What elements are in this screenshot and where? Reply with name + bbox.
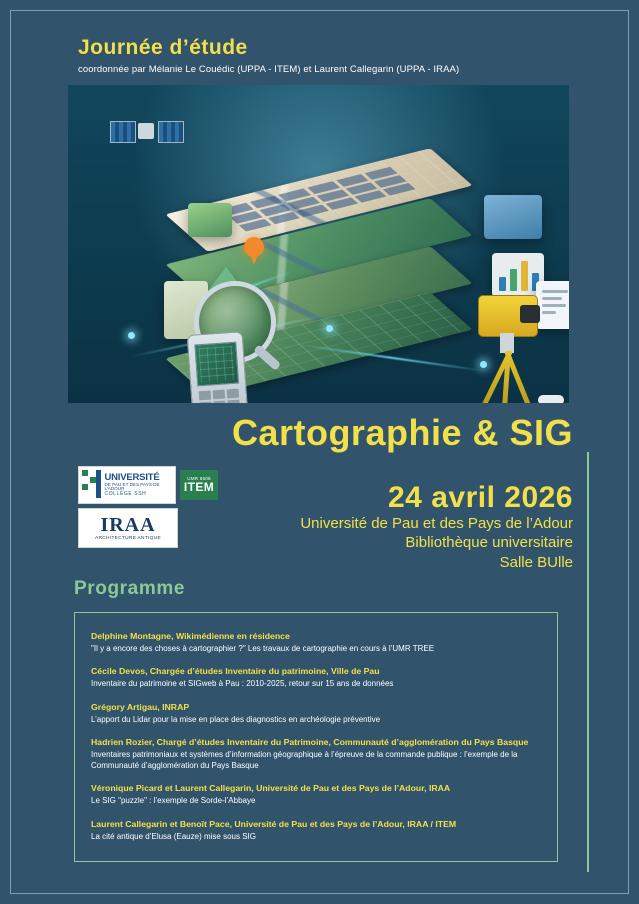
- vertical-accent-rule: [587, 452, 589, 872]
- programme-speaker: Laurent Callegarin et Benoît Pace, Université de Pau et des Pays de l’Adour, IRAA / ITEM: [91, 818, 457, 829]
- cartography-gis-illustration: [68, 85, 569, 403]
- node-dot: [326, 325, 333, 332]
- programme-description: La cité antique d’Elusa (Eauze) mise sous SIG: [91, 831, 256, 841]
- list-item: [91, 631, 541, 654]
- uppa-logo-mark: [82, 470, 101, 500]
- green-map-widget: [188, 203, 232, 237]
- programme-speaker: Cécile Devos, Chargée d’études Inventaire du patrimoine, Ville de Pau: [91, 666, 380, 677]
- programme-speaker: Hadrien Rozier, Chargé d’études Inventaire du Patrimoine, Communauté d’agglomération du Pays Basque: [91, 737, 529, 748]
- programme-description: Inventaires patrimoniaux et systèmes d’information géographique à l’épreuve de la commande publique : l’exemple de la Communauté d’agglomération du Pays Basque: [91, 750, 518, 770]
- iraa-logo-word: IRAA: [100, 513, 156, 536]
- list-item: [91, 702, 541, 725]
- event-details: [300, 482, 573, 573]
- header-title: Journée d’étude: [78, 36, 248, 59]
- list-item: [91, 819, 541, 842]
- programme-description: Inventaire du patrimoine et SIGweb à Pau : 2010-2025, retour sur 15 ans de données: [91, 679, 394, 689]
- programme-description: "Il y a encore des choses à cartographier ?" Les travaux de cartographie en cours à l’UMR TREE: [91, 643, 435, 653]
- uppa-logo-line2: DE PAU ET DES PAYS DE L’ADOUR: [104, 481, 160, 492]
- programme-speaker: Véronique Picard et Laurent Callegarin, Université de Pau et des Pays de l’Adour, IRAA: [91, 783, 451, 794]
- gps-device-icon: [187, 331, 250, 403]
- uppa-logo-line1: UNIVERSITÉ: [104, 471, 160, 483]
- item-logo-big: ITEM: [183, 480, 215, 495]
- programme-heading: Programme: [74, 578, 185, 599]
- uppa-logo-line3: COLLÈGE SSH: [104, 490, 147, 497]
- map-pin-icon: [244, 237, 264, 265]
- programme-list: [74, 612, 558, 862]
- event-place-line-1: Université de Pau et des Pays de l’Adour: [300, 514, 573, 532]
- logo-group: [78, 466, 218, 548]
- event-place-line-3: Salle BUlle: [499, 554, 573, 572]
- page-title: Cartographie & SIG: [231, 412, 573, 453]
- uppa-logo: [78, 466, 176, 504]
- header: [78, 36, 578, 75]
- satellite-icon: [110, 109, 184, 155]
- programme-description: Le SIG "puzzle" : l’exemple de Sorde-l’Abbaye: [91, 796, 256, 806]
- item-logo-small: UMR 5608: [187, 475, 211, 481]
- event-place-line-2: Bibliothèque universitaire: [405, 534, 573, 552]
- programme-speaker: Delphine Montagne, Wikimédienne en résidence: [91, 631, 290, 641]
- header-subtitle: coordonnée par Mélanie Le Couédic (UPPA - ITEM) et Laurent Callegarin (UPPA - IRAA): [78, 64, 460, 76]
- aerial-photo-widget: [484, 195, 542, 239]
- list-item: [91, 666, 541, 689]
- iraa-logo-sub: ARCHITECTURE ANTIQUE: [95, 535, 161, 541]
- node-dot: [128, 332, 135, 339]
- programme-speaker: Grégory Artigau, INRAP: [91, 701, 190, 712]
- total-station-icon: [456, 295, 566, 403]
- iraa-logo: [78, 508, 178, 548]
- event-date: 24 avril 2026: [388, 481, 573, 514]
- programme-description: L’apport du Lidar pour la mise en place des diagnostics en archéologie préventive: [91, 714, 381, 724]
- item-logo: [180, 470, 218, 500]
- list-item: [91, 737, 541, 771]
- list-item: [91, 783, 541, 806]
